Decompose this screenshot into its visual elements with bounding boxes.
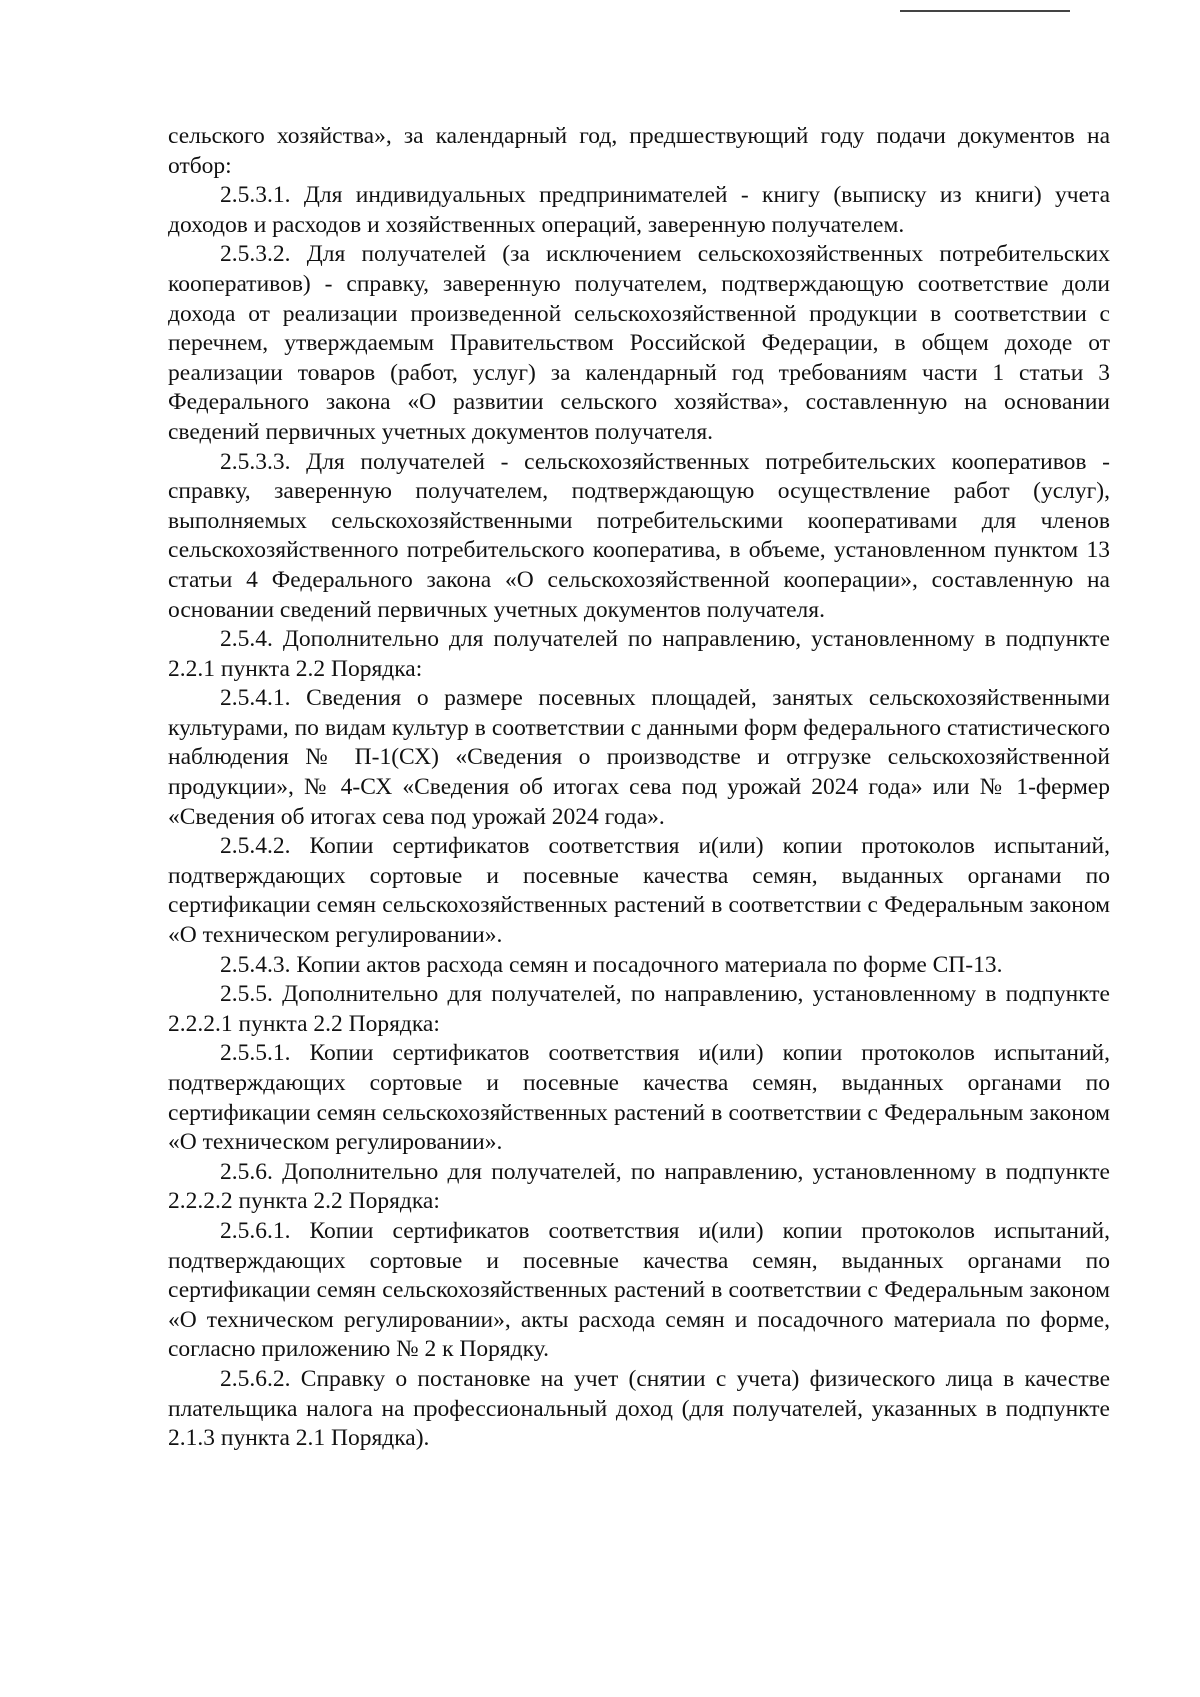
paragraph-2-5-6-1: 2.5.6.1. Копии сертификатов соответствия и(или) копии протоколов испытаний, подтверждающих сортовые и посевные качества семян, выданных органами по сертификации семян сельскохозяйственных растений в соответствии с Федеральным законом «О техническом регулировании», акты расхода семян и посадочного материала по форме, согласно приложению № 2 к Порядку. [168, 1217, 1110, 1363]
scan-top-mark [900, 10, 1070, 12]
paragraph-2-5-3-1: 2.5.3.1. Для индивидуальных предпринимателей - книгу (выписку из книги) учета доходов и расходов и хозяйственных операций, заверенную получателем. [168, 182, 1110, 238]
paragraph-2-5-4-1: 2.5.4.1. Сведения о размере посевных площадей, занятых сельскохозяйственными культурами, по видам культур в соответствии с данными форм федерального статистического наблюдения № П-1(СХ) «Сведения о производстве и отгрузке сельскохозяйственной продукции», № 4-СХ «Сведения об итогах сева под урожай 2024 года» или № 1-фермер «Сведения об итогах сева под урожай 2024 года». [168, 685, 1110, 830]
paragraph-2-5-5-1: 2.5.5.1. Копии сертификатов соответствия и(или) копии протоколов испытаний, подтверждающих сортовые и посевные качества семян, выданных органами по сертификации семян сельскохозяйственных растений в соответствии с Федеральным законом «О техническом регулировании». [168, 1040, 1110, 1156]
paragraph-2-5-4-2: 2.5.4.2. Копии сертификатов соответствия и(или) копии протоколов испытаний, подтверждающих сортовые и посевные качества семян, выданных органами по сертификации семян сельскохозяйственных растений в соответствии с Федеральным законом «О техническом регулировании». [168, 833, 1110, 949]
paragraph-2-5-3-3: 2.5.3.3. Для получателей - сельскохозяйственных потребительских кооперативов - справку, заверенную получателем, подтверждающую осуществление работ (услуг), выполняемых сельскохозяйственными потребительскими кооперативами для членов сельскохозяйственного потребительского кооператива, в объеме, установленном пунктом 13 статьи 4 Федерального закона «О сельскохозяйственной кооперации», составленную на основании сведений первичных учетных документов получателя. [168, 448, 1110, 623]
document-body [168, 122, 1110, 1454]
paragraph-2-5-5: 2.5.5. Дополнительно для получателей, по направлению, установленному в подпункте 2.2.2.1 пункта 2.2 Порядка: [168, 981, 1110, 1037]
paragraph-2-5-6-2: 2.5.6.2. Справку о постановке на учет (снятии с учета) физического лица в качестве плательщика налога на профессиональный доход (для получателей, указанных в подпункте 2.1.3 пункта 2.1 Порядка). [168, 1365, 1110, 1452]
paragraph-2-5-4: 2.5.4. Дополнительно для получателей по направлению, установленному в подпункте 2.2.1 пункта 2.2 Порядка: [168, 626, 1110, 682]
paragraph-2-5-6: 2.5.6. Дополнительно для получателей, по направлению, установленному в подпункте 2.2.2.2 пункта 2.2 Порядка: [168, 1158, 1110, 1215]
paragraph-2-5-4-3: 2.5.4.3. Копии актов расхода семян и посадочного материала по форме СП-13. [220, 951, 1003, 978]
paragraph-continuation: сельского хозяйства», за календарный год, предшествующий году подачи документов на отбор: [168, 123, 1110, 179]
paragraph-2-5-3-2: 2.5.3.2. Для получателей (за исключением сельскохозяйственных потребительских кооперативов) - справку, заверенную получателем, подтверждающую соответствие доли дохода от реализации произведенной сельскохозяйственной продукции в соответствии с перечнем, утверждаемым Правительством Российской Федерации, в общем доходе от реализации товаров (работ, услуг) за календарный год требованиям части 1 статьи 3 Федерального закона «О развитии сельского хозяйства», составленную на основании сведений первичных учетных документов получателя. [168, 241, 1110, 445]
